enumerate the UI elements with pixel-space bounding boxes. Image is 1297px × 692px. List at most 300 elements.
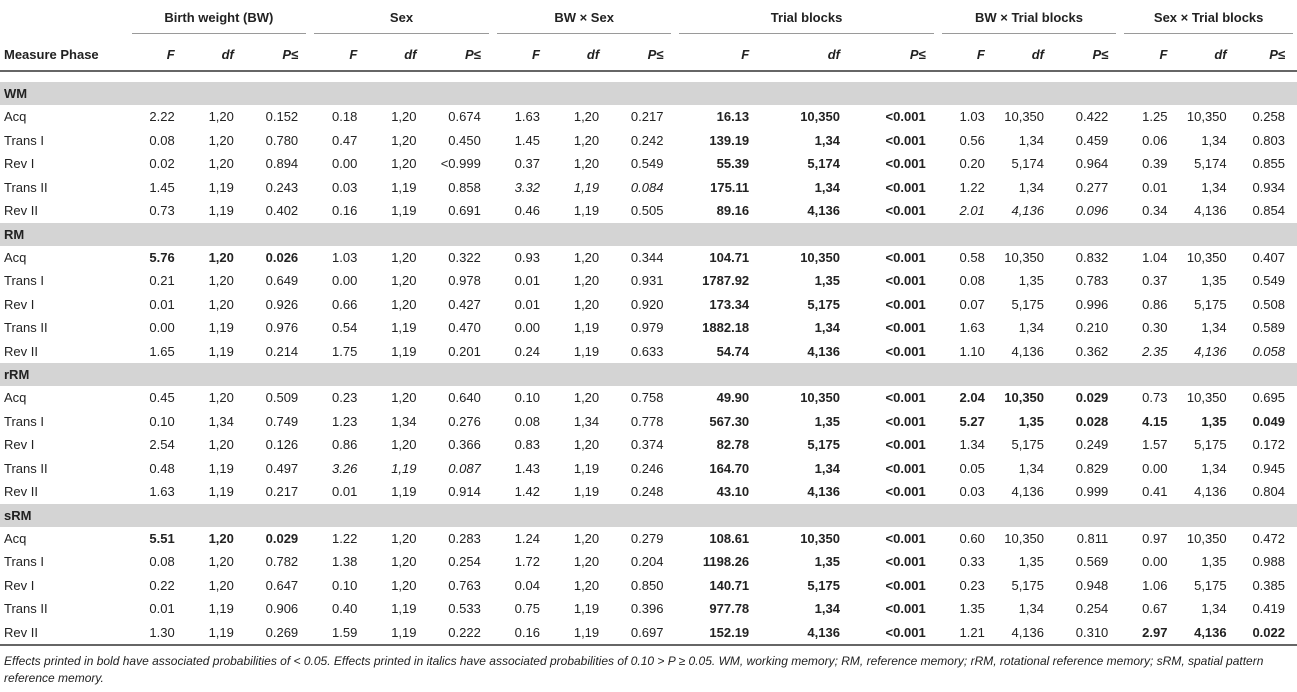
- section-label: rRM: [0, 363, 1297, 386]
- table-cell: 0.374: [630, 437, 664, 453]
- table-cell: 89.16: [716, 203, 750, 219]
- row-label: Acq: [4, 530, 27, 546]
- table-cell: 139.19: [709, 132, 750, 148]
- table-cell: 140.71: [709, 577, 750, 593]
- table-cell: 0.633: [630, 343, 664, 359]
- table-cell: 1.21: [938, 621, 997, 646]
- table-cell: 10,350: [1004, 390, 1045, 406]
- row-label: Rev II: [4, 484, 38, 500]
- table-cell: 1,34: [814, 132, 840, 148]
- table-cell: 1.10: [959, 343, 985, 359]
- table-cell: 0.804: [1252, 484, 1285, 500]
- table-cell: 2.04: [959, 390, 985, 406]
- table-cell: 0.931: [630, 273, 664, 289]
- table-cell: 1.03: [332, 249, 358, 265]
- subheader-p: P≤: [647, 46, 664, 62]
- subheader-f: F: [976, 46, 985, 62]
- table-cell: 5.27: [959, 413, 985, 429]
- table-cell: 0.497: [265, 460, 299, 476]
- table-cell: 10,350: [1004, 109, 1045, 125]
- table-row: [0, 199, 1297, 223]
- table-cell: 10,350: [800, 390, 840, 406]
- table-cell: 0.67: [1142, 601, 1168, 617]
- table-cell: 0.37: [1142, 273, 1168, 289]
- table-cell: 1,35: [1018, 273, 1045, 289]
- table-cell: 1,20: [573, 132, 600, 148]
- table-cell: 0.906: [265, 601, 299, 617]
- table-cell: 10,350: [800, 530, 840, 546]
- table-cell: 0.269: [246, 621, 310, 646]
- table-cell: 1,20: [391, 156, 417, 172]
- table-cell: 0.758: [630, 390, 664, 406]
- table-cell: 0.058: [1252, 343, 1285, 359]
- row-label: Trans II: [4, 460, 48, 476]
- table-cell: 1,19: [208, 179, 234, 195]
- row-label: Rev I: [4, 437, 35, 453]
- table-row: [0, 433, 1297, 457]
- table-cell: 175.11: [710, 179, 750, 195]
- row-label: Trans II: [4, 601, 48, 617]
- table-cell: 1.22: [959, 179, 985, 195]
- table-cell: 1,19: [391, 203, 417, 219]
- table-cell: 1,20: [573, 249, 600, 265]
- table-cell: 0.749: [265, 413, 299, 429]
- table-cell: 0.97: [1142, 530, 1168, 546]
- table-cell: 0.222: [429, 621, 493, 646]
- subheader-df: df: [221, 46, 234, 62]
- table-cell: 1,19: [208, 601, 234, 617]
- table-cell: 1,19: [391, 320, 417, 336]
- table-cell: 0.02: [149, 156, 175, 172]
- table-cell: 0.366: [448, 437, 481, 453]
- table-cell: 0.86: [1142, 296, 1168, 312]
- table-cell: 0.00: [1142, 554, 1168, 570]
- table-cell: 1,34: [814, 601, 840, 617]
- subheader-p: P≤: [1092, 46, 1109, 62]
- table-cell: 104.71: [709, 249, 750, 265]
- table-cell: 0.589: [1252, 320, 1285, 336]
- table-cell: 0.283: [448, 530, 481, 546]
- table-cell: 1.59: [310, 621, 369, 646]
- table-cell: 10,350: [1004, 249, 1045, 265]
- table-cell: 0.948: [1075, 577, 1109, 593]
- table-cell: <0.001: [885, 530, 926, 546]
- table-cell: 0.084: [630, 179, 664, 195]
- table-cell: 0.00: [149, 320, 175, 336]
- table-cell: 0.54: [332, 320, 358, 336]
- section-row: [0, 363, 1297, 386]
- table-cell: 1,35: [1018, 413, 1045, 429]
- table-cell: 5,175: [807, 296, 840, 312]
- subheader-p: P≤: [465, 46, 481, 62]
- table-cell: 0.509: [265, 390, 299, 406]
- table-cell: 0.217: [265, 484, 299, 500]
- table-cell: <0.001: [885, 437, 926, 453]
- table-cell: 1.63: [959, 320, 985, 336]
- table-cell: 4,136: [1011, 203, 1045, 219]
- table-cell: 1.42: [514, 484, 540, 500]
- row-label: Trans I: [4, 554, 44, 570]
- table-cell: 0.087: [448, 460, 481, 476]
- table-cell: 0.48: [149, 460, 175, 476]
- table-cell: 1,34: [1201, 460, 1227, 476]
- section-label: RM: [0, 223, 1297, 246]
- table-row: [0, 550, 1297, 574]
- table-cell: 5,174: [1011, 156, 1045, 172]
- table-cell: 1.35: [959, 601, 985, 617]
- table-cell: 0.811: [1076, 530, 1109, 546]
- table-cell: 0.385: [1252, 577, 1285, 593]
- table-cell: 0.920: [630, 296, 664, 312]
- section-label: WM: [0, 82, 1297, 105]
- table-cell: 0.34: [1142, 203, 1168, 219]
- table-cell: 1,35: [814, 413, 840, 429]
- table-cell: 1.30: [128, 621, 187, 646]
- table-cell: 5,175: [807, 437, 840, 453]
- table-cell: <0.001: [885, 109, 926, 125]
- table-cell: 0.00: [332, 156, 358, 172]
- table-cell: <0.001: [885, 343, 926, 359]
- table-cell: 0.66: [332, 296, 358, 312]
- table-cell: 0.16: [493, 621, 552, 646]
- table-cell: 0.242: [630, 132, 664, 148]
- table-cell: 0.18: [332, 109, 358, 125]
- table-cell: 1,20: [208, 390, 234, 406]
- corner-cell: [0, 0, 128, 38]
- table-cell: 0.204: [630, 554, 664, 570]
- table-cell: 0.243: [265, 179, 299, 195]
- table-cell: 0.93: [514, 249, 540, 265]
- subheader-df: df: [404, 46, 417, 62]
- table-cell: 5,175: [1194, 577, 1227, 593]
- table-cell: 54.74: [716, 343, 750, 359]
- table-cell: <0.001: [885, 413, 926, 429]
- table-cell: 4,136: [761, 621, 852, 646]
- table-cell: 1,20: [208, 132, 234, 148]
- table-cell: 0.855: [1252, 156, 1285, 172]
- row-label: Trans II: [4, 179, 48, 195]
- table-cell: 10,350: [800, 249, 840, 265]
- table-cell: 1,19: [208, 203, 234, 219]
- table-cell: 1.65: [149, 343, 175, 359]
- table-cell: 5,175: [807, 577, 840, 593]
- table-cell: <0.001: [885, 132, 926, 148]
- table-cell: 0.126: [265, 437, 299, 453]
- table-cell: 0.096: [1075, 203, 1109, 219]
- table-cell: 0.988: [1252, 554, 1285, 570]
- table-cell: <0.001: [885, 249, 926, 265]
- table-cell: 1,20: [391, 296, 417, 312]
- table-cell: 1,20: [573, 437, 600, 453]
- table-cell: 1,34: [1018, 460, 1045, 476]
- table-cell: 1,35: [1201, 554, 1227, 570]
- row-label: Rev I: [4, 156, 35, 172]
- table-cell: 0.00: [332, 273, 358, 289]
- table-cell: 10,350: [1186, 249, 1227, 265]
- table-cell: 0.47: [332, 132, 358, 148]
- table-row: [0, 152, 1297, 176]
- table-cell: 0.850: [630, 577, 664, 593]
- table-cell: 0.01: [514, 273, 540, 289]
- table-cell: 4,136: [1194, 343, 1227, 359]
- table-cell: 1,34: [1018, 132, 1045, 148]
- table-cell: 0.508: [1252, 296, 1285, 312]
- table-cell: 0.86: [332, 437, 358, 453]
- table-cell: 1.63: [514, 109, 540, 125]
- table-cell: 1,19: [391, 484, 417, 500]
- group-header: BW × Trial blocks: [938, 0, 1121, 38]
- table-cell: 0.344: [630, 249, 664, 265]
- table-cell: 0.695: [1252, 390, 1285, 406]
- table-cell: 0.46: [514, 203, 540, 219]
- table-cell: 1,20: [391, 273, 417, 289]
- table-cell: 0.00: [514, 320, 540, 336]
- section-row: [0, 504, 1297, 527]
- table-cell: 1,34: [1018, 320, 1045, 336]
- table-cell: 0.45: [149, 390, 175, 406]
- table-cell: 1.63: [149, 484, 175, 500]
- table-cell: 1,19: [187, 621, 246, 646]
- table-cell: 0.33: [959, 554, 985, 570]
- table-cell: 0.03: [959, 484, 985, 500]
- table-cell: 0.01: [149, 601, 175, 617]
- table-cell: 0.427: [448, 296, 481, 312]
- table-cell: 0.505: [630, 203, 664, 219]
- table-cell: 0.396: [630, 601, 664, 617]
- table-cell: 0.10: [149, 413, 175, 429]
- table-cell: 0.782: [265, 554, 299, 570]
- row-label: Trans II: [4, 320, 48, 336]
- table-cell: 0.894: [265, 156, 299, 172]
- table-cell: 1,20: [391, 577, 417, 593]
- table-cell: 0.964: [1075, 156, 1109, 172]
- table-cell: <0.001: [885, 577, 926, 593]
- table-cell: 0.152: [265, 109, 299, 125]
- table-row: [0, 386, 1297, 410]
- table-cell: 0.407: [1252, 249, 1285, 265]
- table-cell: 1,20: [208, 530, 234, 546]
- table-cell: 5.76: [149, 249, 175, 265]
- table-cell: 0.05: [959, 460, 985, 476]
- table-cell: 0.279: [630, 530, 664, 546]
- row-label: Rev II: [4, 343, 38, 359]
- section-label: sRM: [0, 504, 1297, 527]
- table-cell: 1,20: [573, 577, 600, 593]
- table-cell: 1,20: [573, 554, 600, 570]
- table-cell: 0.402: [265, 203, 299, 219]
- table-cell: 1,19: [573, 343, 600, 359]
- row-label: Trans I: [4, 273, 44, 289]
- table-cell: 0.01: [1142, 179, 1168, 195]
- table-cell: 1198.26: [702, 554, 750, 570]
- table-cell: 1,19: [552, 621, 611, 646]
- table-cell: 1.38: [332, 554, 358, 570]
- table-cell: 0.21: [149, 273, 175, 289]
- row-label: Rev II: [0, 621, 128, 646]
- table-cell: 0.029: [1075, 390, 1109, 406]
- table-cell: 0.976: [265, 320, 299, 336]
- table-cell: 0.73: [1142, 390, 1168, 406]
- table-cell: 1787.92: [702, 273, 750, 289]
- table-cell: 0.60: [959, 530, 985, 546]
- table-cell: 1.72: [514, 554, 540, 570]
- section-row: [0, 223, 1297, 246]
- table-cell: 16.13: [716, 109, 750, 125]
- table-cell: <0.001: [885, 554, 926, 570]
- table-cell: 0.254: [448, 554, 481, 570]
- table-cell: 0.23: [332, 390, 358, 406]
- table-cell: 5,175: [1194, 296, 1227, 312]
- table-cell: 0.249: [1075, 437, 1109, 453]
- table-cell: 1,19: [573, 179, 600, 195]
- spacer-row: [0, 71, 1297, 82]
- table-cell: 1,34: [573, 413, 600, 429]
- table-cell: 152.19: [675, 621, 761, 646]
- table-cell: 2.54: [149, 437, 175, 453]
- table-cell: <0.001: [885, 156, 926, 172]
- table-cell: 0.999: [1075, 484, 1109, 500]
- table-cell: 1,20: [391, 530, 417, 546]
- table-cell: 0.16: [332, 203, 358, 219]
- table-cell: 0.854: [1252, 203, 1285, 219]
- table-row: [0, 480, 1297, 504]
- table-cell: <0.001: [852, 621, 938, 646]
- table-cell: 1882.18: [702, 320, 750, 336]
- subheader-df: df: [827, 46, 840, 62]
- table-cell: 1,20: [208, 577, 234, 593]
- table-cell: 0.201: [448, 343, 481, 359]
- table-cell: 0.978: [448, 273, 481, 289]
- table-cell: 0.322: [448, 249, 481, 265]
- table-cell: 0.310: [1056, 621, 1120, 646]
- table-cell: 0.858: [448, 179, 481, 195]
- table-cell: 1,34: [1018, 601, 1045, 617]
- table-cell: 4.15: [1142, 413, 1168, 429]
- table-cell: 0.829: [1075, 460, 1109, 476]
- table-cell: 1,20: [391, 132, 417, 148]
- table-cell: 0.172: [1252, 437, 1285, 453]
- table-cell: 4,136: [1011, 343, 1045, 359]
- table-cell: 1.24: [514, 530, 540, 546]
- table-cell: 4,136: [807, 343, 840, 359]
- table-cell: 173.34: [709, 296, 750, 312]
- subheader-f: F: [349, 46, 358, 62]
- table-cell: 1,34: [1201, 601, 1227, 617]
- table-cell: 1,34: [1018, 179, 1045, 195]
- table-row: [0, 105, 1297, 129]
- table-cell: 1.23: [332, 413, 358, 429]
- table-cell: 0.649: [265, 273, 299, 289]
- table-cell: 10,350: [1186, 530, 1227, 546]
- table-cell: 108.61: [709, 530, 750, 546]
- table-cell: 1,20: [573, 530, 600, 546]
- row-label: Rev II: [4, 203, 38, 219]
- table-cell: 49.90: [716, 390, 750, 406]
- table-cell: 5,175: [1011, 577, 1045, 593]
- table-cell: 1,34: [1201, 132, 1227, 148]
- table-cell: 1.45: [149, 179, 175, 195]
- table-cell: 0.22: [149, 577, 175, 593]
- table-cell: 0.24: [514, 343, 540, 359]
- row-label: Trans I: [4, 132, 44, 148]
- table-cell: 1,19: [573, 460, 600, 476]
- group-header-row: [0, 0, 1297, 38]
- table-cell: 0.549: [630, 156, 664, 172]
- table-cell: 0.08: [959, 273, 985, 289]
- table-cell: 10,350: [800, 109, 840, 125]
- table-cell: 0.803: [1252, 132, 1285, 148]
- table-cell: 5,174: [807, 156, 840, 172]
- table-cell: 0.419: [1252, 601, 1285, 617]
- table-cell: 0.450: [448, 132, 481, 148]
- table-cell: 1,20: [391, 554, 417, 570]
- table-row: [0, 176, 1297, 200]
- table-cell: 3.26: [332, 460, 358, 476]
- table-cell: 1,19: [573, 320, 600, 336]
- group-header: Sex × Trial blocks: [1120, 0, 1297, 38]
- table-cell: 1,34: [208, 413, 234, 429]
- table-cell: 0.472: [1252, 530, 1285, 546]
- table-cell: 0.276: [448, 413, 481, 429]
- table-cell: 1.57: [1142, 437, 1168, 453]
- table-cell: 1,20: [208, 437, 234, 453]
- table-cell: 0.934: [1252, 179, 1285, 195]
- table-cell: 1,20: [391, 390, 417, 406]
- table-cell: 0.362: [1075, 343, 1109, 359]
- table-cell: 0.58: [959, 249, 985, 265]
- table-cell: 1,20: [208, 156, 234, 172]
- table-cell: 1,20: [573, 273, 600, 289]
- subheader-f: F: [532, 46, 540, 62]
- table-cell: <0.001: [885, 320, 926, 336]
- table-cell: 1,20: [573, 296, 600, 312]
- row-label: Acq: [4, 109, 27, 125]
- table-cell: <0.999: [440, 156, 481, 172]
- subheader-row: [0, 38, 1297, 71]
- row-label: Acq: [4, 390, 27, 406]
- table-cell: 0.763: [448, 577, 481, 593]
- table-cell: 1,20: [208, 109, 234, 125]
- table-cell: 0.277: [1075, 179, 1109, 195]
- row-label: Acq: [4, 249, 27, 265]
- table-cell: 164.70: [709, 460, 750, 476]
- table-cell: <0.001: [885, 390, 926, 406]
- table-cell: 5,174: [1194, 156, 1227, 172]
- table-cell: 1,19: [391, 460, 417, 476]
- table-row: [0, 621, 1297, 646]
- table-cell: 0.248: [630, 484, 664, 500]
- table-cell: 1.06: [1142, 577, 1168, 593]
- table-cell: 4,136: [807, 484, 840, 500]
- table-cell: 0.23: [959, 577, 985, 593]
- subheader-p: P≤: [1269, 46, 1285, 62]
- table-cell: 1.22: [332, 530, 358, 546]
- table-cell: 4,136: [1011, 484, 1045, 500]
- table-cell: 0.945: [1252, 460, 1285, 476]
- table-cell: 1,19: [208, 320, 234, 336]
- table-row: [0, 574, 1297, 598]
- table-cell: 0.08: [149, 554, 175, 570]
- section-row: [0, 82, 1297, 105]
- subheader-p: P≤: [909, 46, 926, 62]
- table-cell: 1,35: [1201, 273, 1227, 289]
- table-cell: 0.30: [1142, 320, 1168, 336]
- table-cell: 0.691: [448, 203, 481, 219]
- table-body: [0, 71, 1297, 645]
- table-cell: 0.549: [1252, 273, 1285, 289]
- table-cell: 1,20: [391, 109, 417, 125]
- table-cell: 1,35: [1018, 554, 1045, 570]
